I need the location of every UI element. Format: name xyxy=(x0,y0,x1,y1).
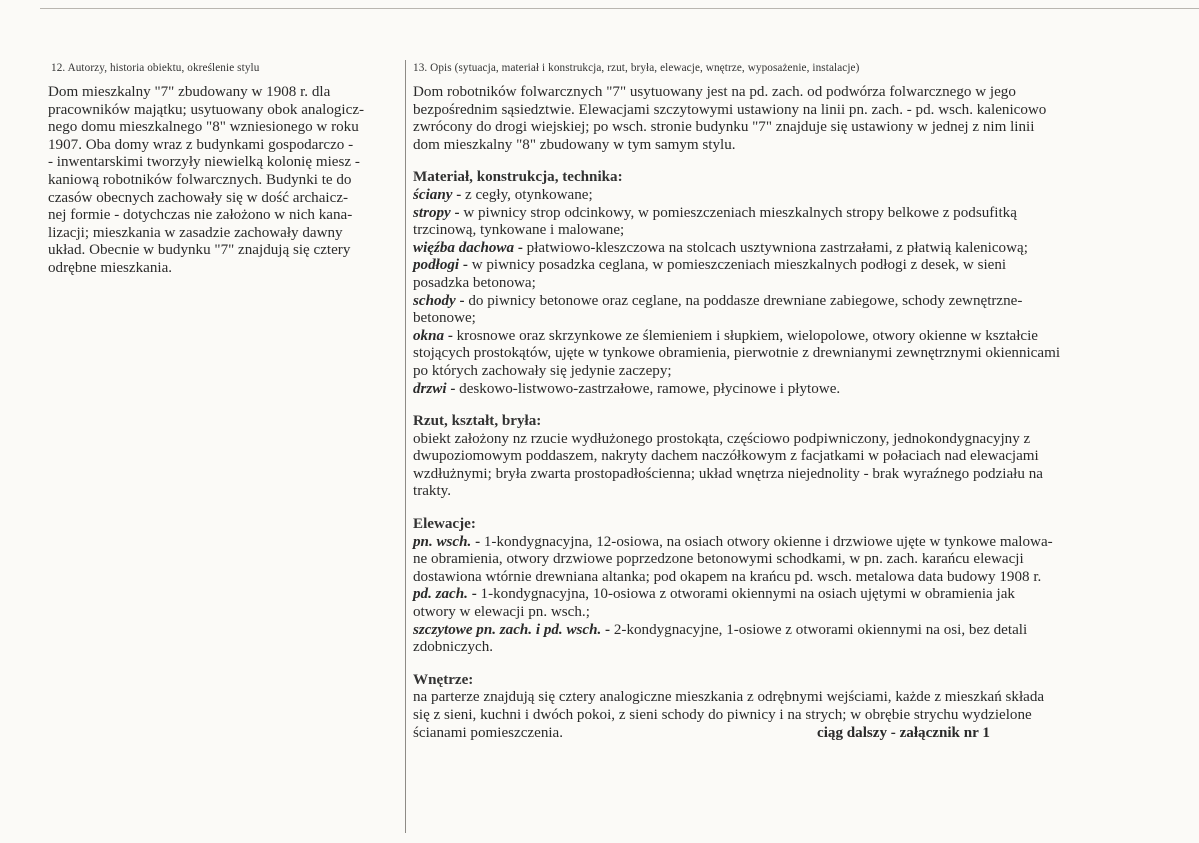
elewacje-dash: - xyxy=(601,621,611,638)
intro-line: Dom robotników folwarcznych "7" usytuowany jest na pd. zach. od podwórza folwarcznego w jego xyxy=(413,84,1016,100)
history-line: czasów obecnych zachowały się w dość archaicz- xyxy=(48,189,349,206)
material-item-line: posadzka betonowa; xyxy=(413,274,536,291)
history-line: pracowników majątku; usytuowany obok analogicz- xyxy=(48,101,365,118)
rzut-paragraph xyxy=(413,431,1173,501)
elewacje-item-line: ne obramienia, otwory drzwiowe poprzedzone betonowymi schodkami, w pn. zach. karańcu elewacji xyxy=(413,551,1024,568)
intro-line: bezpośrednim sąsiedztwie. Elewacjami szczytowymi ustawiony na linii pn. zach. - pd. wsch. kalenicowo xyxy=(413,101,1047,118)
elewacje-item-line xyxy=(413,622,1173,640)
history-line: 1907. Oba domy wraz z budynkami gospodarczo - xyxy=(48,136,354,153)
elewacje-item-line: zdobniczych. xyxy=(413,639,494,656)
material-text: krosnowe oraz skrzynkowe ze ślemieniem i słupkiem, wielopolowe, otwory okienne w kształcie xyxy=(452,327,1039,344)
wnetrze-paragraph xyxy=(413,689,1173,742)
material-dash: - xyxy=(452,186,462,203)
history-paragraph xyxy=(48,84,393,278)
material-term: podłogi xyxy=(413,257,460,274)
rzut-line: wzdłużnymi; bryła zwarta prostopadłościenna; układ wnętrza niejednolity - brak wyraźnego podziału na xyxy=(413,465,1043,482)
elewacje-item-line: dostawiona wtórnie drewniana altanka; pod okapem na krańcu pd. wsch. metalowa data budowy 1908 r. xyxy=(413,568,1042,585)
intro-line: dom mieszkalny "8" zbudowany w tym samym stylu. xyxy=(413,136,736,153)
material-term: drzwi xyxy=(413,380,447,397)
material-item-line xyxy=(413,328,1173,346)
elewacje-list xyxy=(413,534,1173,657)
history-line: - inwentarskimi tworzyły niewielką kolonię miesz - xyxy=(48,154,360,171)
history-line: kaniową robotników folwarcznych. Budynki te do xyxy=(48,171,352,188)
history-line: nej formie - dotychczas nie założono w nich kana- xyxy=(48,207,353,224)
elewacje-text: 2-kondygnacyjne, 1-osiowe z otworami okiennymi na osi, bez detali xyxy=(610,621,1028,638)
description-column xyxy=(413,62,1173,742)
elewacje-term: pn. wsch. xyxy=(413,533,472,550)
material-item-line xyxy=(413,187,1173,205)
elewacje-item-line xyxy=(413,586,1173,604)
history-line: Dom mieszkalny "7" zbudowany w 1908 r. dla xyxy=(48,84,331,100)
wnetrze-line: się z sieni, kuchni i dwóch pokoi, z sieni schody do piwnicy i na strych; w obrębie strychu wydzielone xyxy=(413,707,1032,723)
history-line: odrębne mieszkania. xyxy=(48,259,173,276)
wnetrze-line: na parterze znajdują się cztery analogiczne mieszkania z odrębnymi wejściami, każde z mieszkań składa xyxy=(413,689,1045,706)
material-text: w piwnicy posadzka ceglana, w pomieszczeniach mieszkalnych podłogi z desek, w sieni xyxy=(467,257,1007,274)
material-item-line xyxy=(413,257,1173,275)
rzut-line: dwupoziomowym poddaszem, nakryty dachem naczółkowym z facjatkami w połaciach nad elewacjami xyxy=(413,448,1039,465)
material-item-line: po których zachowały się jedynie zaczepy; xyxy=(413,362,672,379)
top-rule xyxy=(40,8,1199,9)
section-12-heading: 12. Autorzy, historia obiektu, określenie stylu xyxy=(51,62,260,74)
wnetrze-last-line-row xyxy=(413,725,1173,743)
material-item-line xyxy=(413,205,1173,223)
material-dash: - xyxy=(459,257,468,274)
intro-paragraph xyxy=(413,84,1173,154)
continuation-note: ciąg dalszy - załącznik nr 1 xyxy=(817,724,990,741)
material-dash: - xyxy=(444,327,453,344)
material-dash: - xyxy=(514,239,523,256)
wnetrze-title: Wnętrze: xyxy=(413,671,474,688)
material-dash: - xyxy=(450,204,460,221)
rzut-line: obiekt założony nz rzucie wydłużonego prostokąta, częściowo podpiwniczony, jednokondygnacyjny z xyxy=(413,430,1031,447)
material-term: stropy xyxy=(413,204,451,221)
history-line: układ. Obecnie w budynku "7" znajdują się cztery xyxy=(48,242,351,259)
material-item-line xyxy=(413,381,1173,399)
elewacje-dash: - xyxy=(471,533,481,550)
section-13-heading: 13. Opis (sytuacja, materiał i konstrukcja, rzut, bryła, elewacje, wnętrze, wyposażenie, instalacje) xyxy=(413,62,860,74)
material-term: ściany xyxy=(413,186,453,203)
history-line: lizacji; mieszkania w zasadzie zachowały dawny xyxy=(48,224,343,241)
history-column xyxy=(48,62,393,278)
material-text: płatwiowo-kleszczowa na stolcach usztywniona zastrzałami, z płatwią kalenicową; xyxy=(522,239,1028,256)
material-item-line xyxy=(413,240,1173,258)
material-dash: - xyxy=(455,292,465,309)
material-item-line: stojących prostokątów, ujęte w tynkowe obramienia, pierwotnie z drewnianymi zewnętrznymi okiennicami xyxy=(413,345,1061,362)
material-title: Materiał, konstrukcja, technika: xyxy=(413,169,623,186)
material-term: schody xyxy=(413,292,456,309)
rzut-title: Rzut, kształt, bryła: xyxy=(413,413,542,430)
elewacje-item-line: otwory w elewacji pn. wsch.; xyxy=(413,604,590,621)
material-text: deskowo-listwowo-zastrzałowe, ramowe, płycinowe i płytowe. xyxy=(455,380,841,397)
elewacje-item-line xyxy=(413,534,1173,552)
elewacje-title: Elewacje: xyxy=(413,516,476,533)
elewacje-term: pd. zach. xyxy=(413,586,468,603)
wnetrze-line: ścianami pomieszczenia. xyxy=(413,724,564,741)
material-item-line xyxy=(413,293,1173,311)
elewacje-dash: - xyxy=(467,586,477,603)
material-text: w piwnicy strop odcinkowy, w pomieszczeniach mieszkalnych stropy belkowe z podsufitką xyxy=(459,204,1017,221)
material-list xyxy=(413,187,1173,398)
material-dash: - xyxy=(446,380,456,397)
material-text: do piwnicy betonowe oraz ceglane, na poddasze drewniane zabiegowe, schody zewnętrzne- xyxy=(464,292,1023,309)
material-item-line: betonowe; xyxy=(413,310,476,327)
intro-line: zwrócony do drogi wiejskiej; po wsch. stronie budynku "7" znajduje się ustawiony w jednej z nim linii xyxy=(413,119,1035,136)
material-term: więźba dachowa xyxy=(413,239,515,256)
material-text: z cegły, otynkowane; xyxy=(461,186,593,203)
rzut-line: trakty. xyxy=(413,483,451,500)
history-line: nego domu mieszkalnego "8" wzniesionego w roku xyxy=(48,119,359,136)
material-item-line: trzcinową, tynkowane i malowane; xyxy=(413,222,625,239)
elewacje-term: szczytowe pn. zach. i pd. wsch. xyxy=(413,621,602,638)
material-term: okna xyxy=(413,327,445,344)
elewacje-text: 1-kondygnacyjna, 10-osiowa z otworami okiennymi na osiach ujętymi w obramienia jak xyxy=(476,586,1015,603)
column-divider xyxy=(405,60,406,833)
elewacje-text: 1-kondygnacyjna, 12-osiowa, na osiach otwory okienne i drzwiowe ujęte w tynkowe malowa- xyxy=(480,533,1053,550)
